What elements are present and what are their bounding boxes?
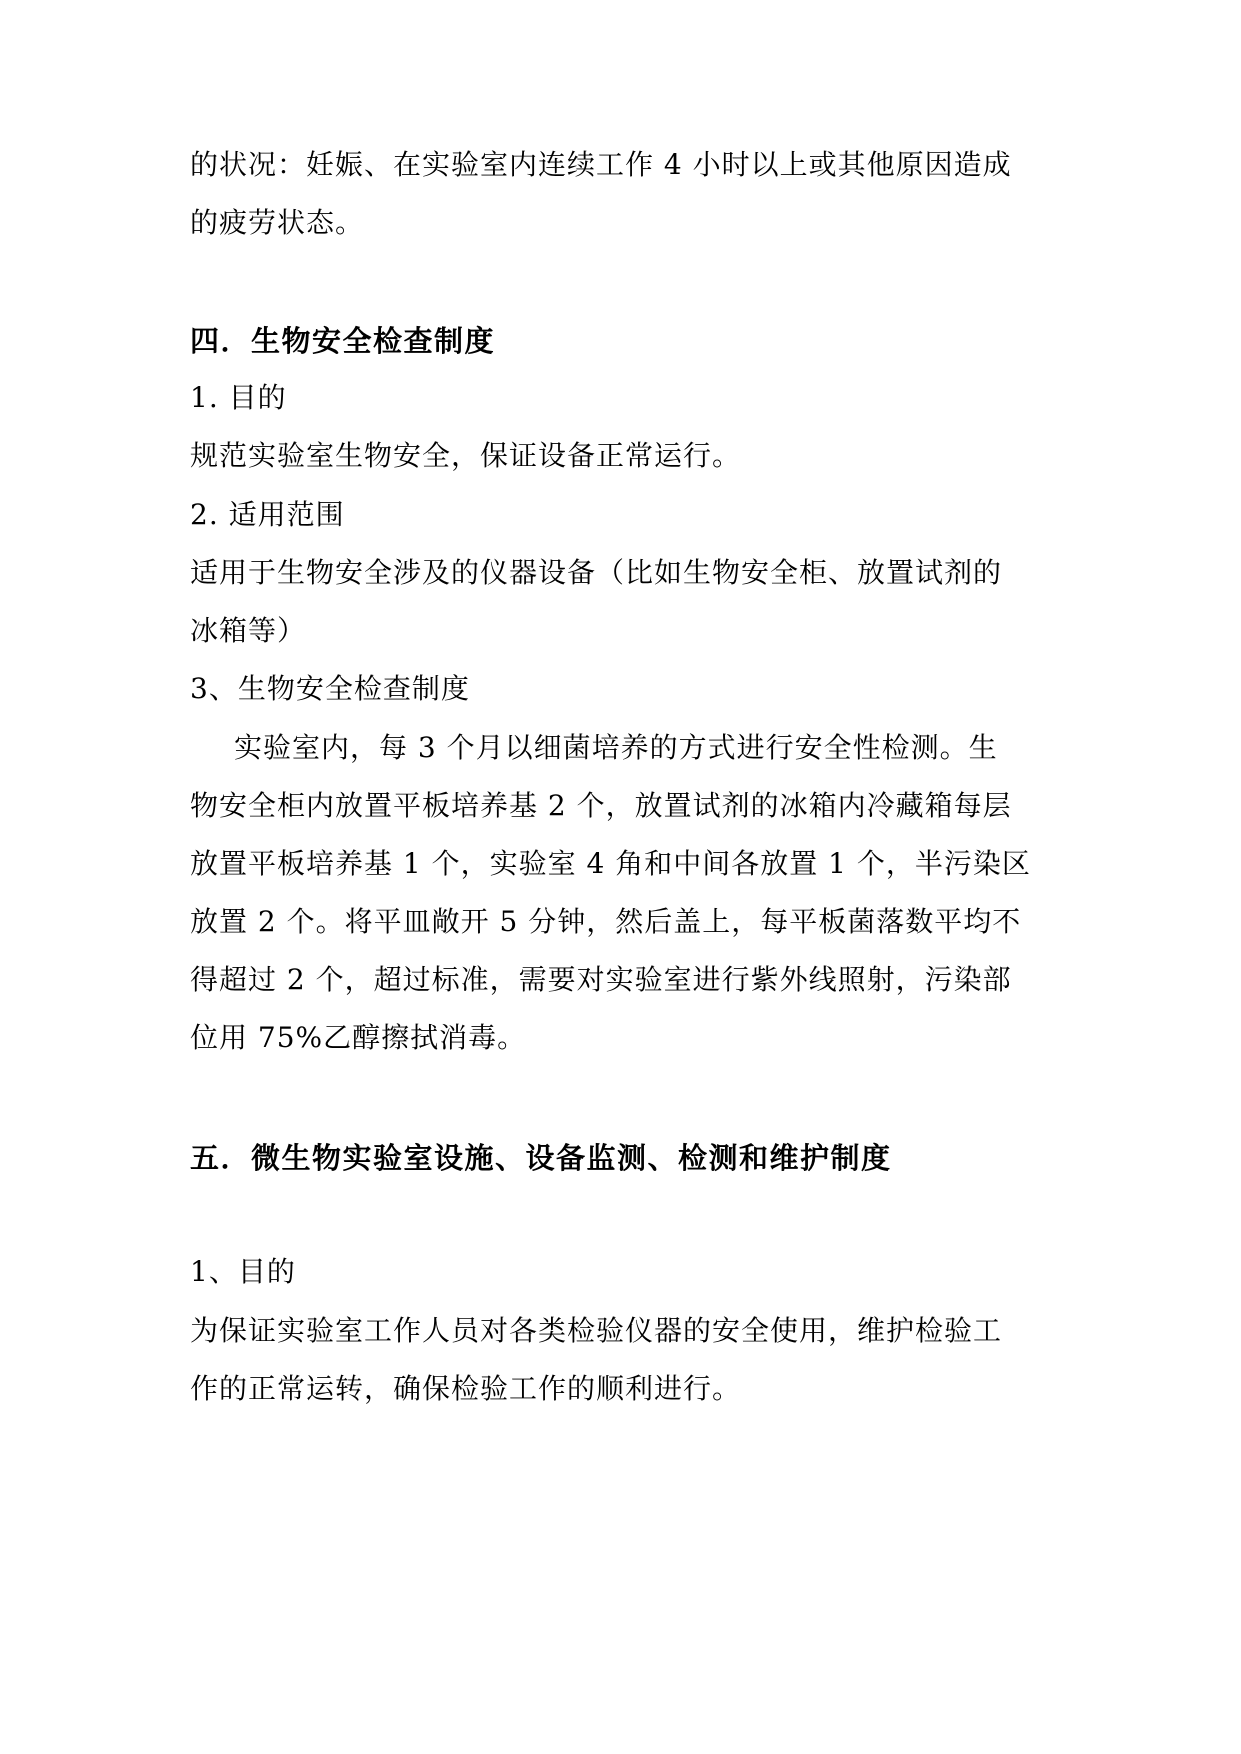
section-4-item-1-title: 1. 目的 — [190, 381, 287, 414]
section-4-item-3-line-4: 放置 2 个。将平皿敞开 5 分钟，然后盖上，每平板菌落数平均不 — [190, 905, 1022, 938]
section-4-item-2-text-line-1: 适用于生物安全涉及的仪器设备（比如生物安全柜、放置试剂的 — [190, 556, 1003, 589]
section-4-item-1-text: 规范实验室生物安全，保证设备正常运行。 — [190, 439, 742, 472]
section-4-item-2-title: 2. 适用范围 — [190, 498, 345, 531]
section-4-item-3-line-1: 实验室内，每 3 个月以细菌培养的方式进行安全性检测。生 — [234, 731, 998, 764]
section-4-item-2-text-line-2: 冰箱等） — [190, 614, 307, 647]
section-5-item-1-title: 1、目的 — [190, 1255, 296, 1288]
section-5-item-1-text-line-1: 为保证实验室工作人员对各类检验仪器的安全使用，维护检验工 — [190, 1314, 1003, 1347]
continuation-line-1: 的状况：妊娠、在实验室内连续工作 4 小时以上或其他原因造成 — [190, 148, 1012, 181]
section-4-item-3-line-2: 物安全柜内放置平板培养基 2 个，放置试剂的冰箱内冷藏箱每层 — [190, 789, 1012, 822]
continuation-line-2: 的疲劳状态。 — [190, 206, 365, 239]
section-4-item-3-line-5: 得超过 2 个，超过标准，需要对实验室进行紫外线照射，污染部 — [190, 963, 1012, 996]
section-4-item-3-line-6: 位用 75%乙醇擦拭消毒。 — [190, 1021, 527, 1054]
section-4-heading: 四．生物安全检查制度 — [190, 324, 496, 358]
section-4-item-3-title: 3、生物安全检查制度 — [190, 672, 470, 705]
section-4-item-3-line-3: 放置平板培养基 1 个，实验室 4 角和中间各放置 1 个，半污染区 — [190, 847, 1031, 880]
section-5-heading: 五．微生物实验室设施、设备监测、检测和维护制度 — [190, 1141, 892, 1175]
section-5-item-1-text-line-2: 作的正常运转，确保检验工作的顺利进行。 — [190, 1372, 742, 1405]
